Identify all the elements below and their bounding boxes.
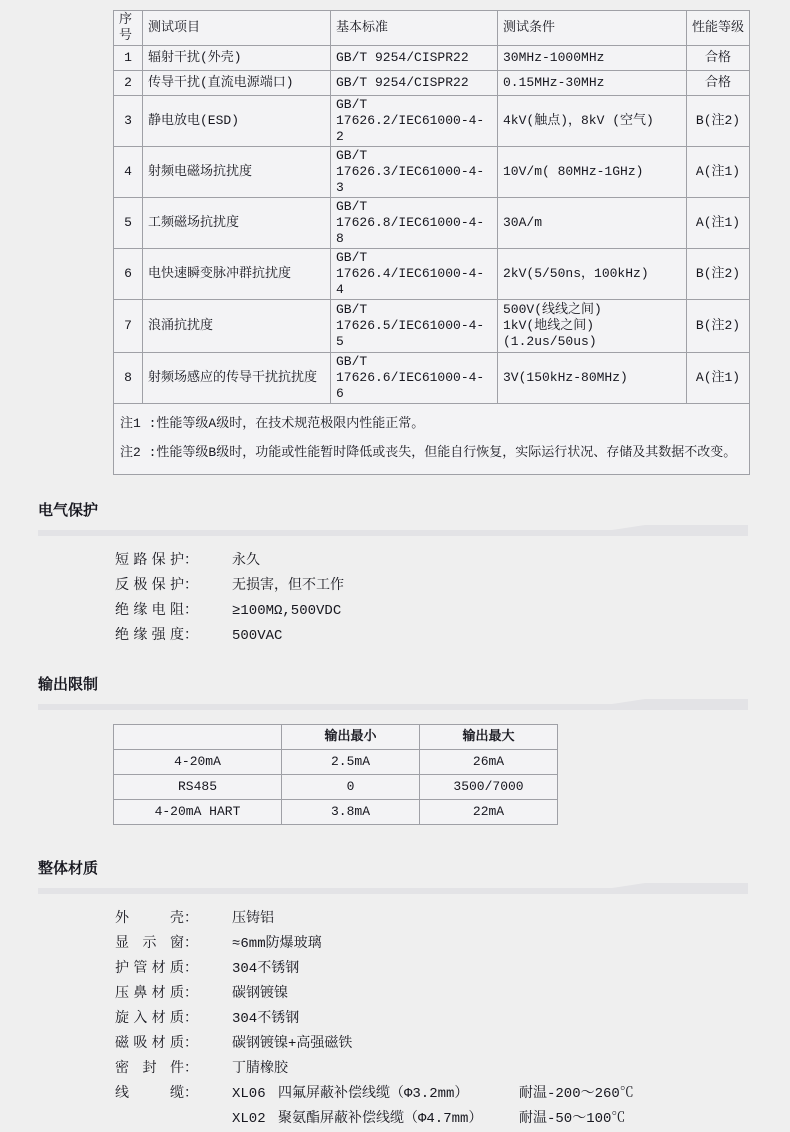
section-electrical-protection — [38, 503, 790, 649]
col-header-grade: 性能等级 — [687, 11, 750, 46]
cell-no: 4 — [114, 147, 143, 198]
kv-label: 短路保护 — [115, 553, 184, 569]
cable-code: XL06 — [232, 1086, 266, 1102]
cell-no: 3 — [114, 96, 143, 147]
col-header-condition: 测试条件 — [498, 11, 687, 46]
list-item — [115, 982, 790, 1007]
kv-label: 显示窗 — [115, 936, 184, 952]
cell-grade: B(注2) — [687, 249, 750, 300]
note-1: 注1 :性能等级A级时，在技术规范极限内性能正常。 — [120, 416, 425, 431]
cable-desc: 聚氨酯屏蔽补偿线缆（Φ4.7mm） — [278, 1111, 483, 1127]
col-header-blank — [114, 725, 282, 750]
cell-condition: 30A/m — [498, 198, 687, 249]
notes-row — [114, 404, 750, 475]
cell-grade: B(注2) — [687, 96, 750, 147]
kv-label: 外壳 — [115, 911, 184, 927]
list-item — [115, 957, 790, 982]
list-item — [115, 624, 790, 649]
col-header-min: 输出最小 — [282, 725, 420, 750]
kv-label: 绝缘强度 — [115, 628, 184, 644]
cell-grade: A(注1) — [687, 353, 750, 404]
table-row — [114, 800, 558, 825]
cell-item: 电快速瞬变脉冲群抗扰度 — [143, 249, 331, 300]
cable-row-2 — [232, 1107, 790, 1132]
cell-grade: B(注2) — [687, 300, 750, 353]
cell-no: 6 — [114, 249, 143, 300]
cell-no: 2 — [114, 71, 143, 96]
cell-standard: GB/T 17626.4/IEC61000-4-4 — [331, 249, 498, 300]
note-2: 注2 :性能等级B级时，功能或性能暂时降低或丧失，但能自行恢复，实际运行状况、存储及其数据不改变。 — [120, 445, 737, 460]
kv-label: 磁吸材质 — [115, 1036, 184, 1052]
kv-colon: ： — [184, 603, 198, 619]
col-header-item: 测试项目 — [143, 11, 331, 46]
cell-output-min: 0 — [282, 775, 420, 800]
table-row — [114, 775, 558, 800]
table-row — [114, 147, 750, 198]
kv-colon: ： — [184, 1036, 198, 1052]
protection-list — [115, 549, 790, 649]
cell-condition: 3V(150kHz-80MHz) — [498, 353, 687, 404]
kv-colon: ： — [184, 578, 198, 594]
kv-value: 无损害，但不工作 — [232, 578, 344, 594]
cell-standard: GB/T 17626.5/IEC61000-4-5 — [331, 300, 498, 353]
condition-line-1: 500V(线线之间) — [503, 302, 602, 317]
cable-temp: 耐温-50～100℃ — [519, 1111, 626, 1127]
cell-output-type: 4-20mA HART — [114, 800, 282, 825]
kv-colon: ： — [184, 1011, 198, 1027]
cell-standard: GB/T 9254/CISPR22 — [331, 46, 498, 71]
cell-no: 7 — [114, 300, 143, 353]
cell-condition: 4kV(触点)，8kV (空气) — [498, 96, 687, 147]
cell-item: 传导干扰(直流电源端口) — [143, 71, 331, 96]
list-item — [115, 574, 790, 599]
cell-grade: A(注1) — [687, 198, 750, 249]
list-item — [115, 1032, 790, 1057]
kv-label: 旋入材质 — [115, 1011, 184, 1027]
cell-standard: GB/T 17626.2/IEC61000-4-2 — [331, 96, 498, 147]
kv-colon: ： — [184, 986, 198, 1002]
kv-colon: ： — [184, 1086, 198, 1102]
table-row — [114, 71, 750, 96]
cell-condition: 30MHz-1000MHz — [498, 46, 687, 71]
emc-header-row — [114, 11, 750, 46]
col-header-no: 序号 — [114, 11, 143, 46]
cable-row-1 — [115, 1082, 790, 1107]
cell-no: 8 — [114, 353, 143, 404]
notes-cell — [114, 404, 750, 475]
table-row — [114, 96, 750, 147]
kv-colon: ： — [184, 1061, 198, 1077]
cell-item: 射频场感应的传导干扰抗扰度 — [143, 353, 331, 404]
section-divider — [38, 524, 748, 536]
cell-standard: GB/T 17626.8/IEC61000-4-8 — [331, 198, 498, 249]
kv-colon: ： — [184, 553, 198, 569]
kv-colon: ： — [184, 961, 198, 977]
table-row — [114, 198, 750, 249]
section-divider — [38, 698, 748, 710]
condition-line-2: 1kV(地线之间)(1.2us/50us) — [503, 318, 597, 349]
cell-output-max: 26mA — [420, 750, 558, 775]
list-item — [115, 1057, 790, 1082]
cell-item: 浪涌抗扰度 — [143, 300, 331, 353]
cell-standard: GB/T 9254/CISPR22 — [331, 71, 498, 96]
kv-value: ≥100MΩ,500VDC — [232, 603, 342, 619]
section-divider — [38, 882, 748, 894]
cell-condition: 0.15MHz-30MHz — [498, 71, 687, 96]
table-row — [114, 353, 750, 404]
cable-code: XL02 — [232, 1111, 266, 1127]
cell-no: 1 — [114, 46, 143, 71]
kv-value: ≈6mm防爆玻璃 — [232, 936, 322, 952]
kv-colon: ： — [184, 911, 198, 927]
kv-colon: ： — [184, 936, 198, 952]
cell-condition — [498, 300, 687, 353]
kv-value: 304不锈钢 — [232, 1011, 300, 1027]
section-title: 整体材质 — [38, 861, 99, 878]
kv-label: 密封件 — [115, 1061, 184, 1077]
cell-standard: GB/T 17626.3/IEC61000-4-3 — [331, 147, 498, 198]
kv-value: 碳钢镀镍 — [232, 986, 288, 1002]
cell-item: 静电放电(ESD) — [143, 96, 331, 147]
cell-output-type: 4-20mA — [114, 750, 282, 775]
materials-list — [115, 907, 790, 1132]
kv-label: 线缆 — [115, 1086, 184, 1102]
cell-no: 5 — [114, 198, 143, 249]
col-header-max: 输出最大 — [420, 725, 558, 750]
cell-item: 射频电磁场抗扰度 — [143, 147, 331, 198]
cell-output-max: 22mA — [420, 800, 558, 825]
cable-desc: 四氟屏蔽补偿线缆（Φ3.2mm） — [278, 1086, 469, 1102]
emc-test-table — [113, 10, 750, 475]
kv-value: 304不锈钢 — [232, 961, 300, 977]
output-header-row — [114, 725, 558, 750]
kv-value: 永久 — [232, 553, 260, 569]
kv-value: 丁腈橡胶 — [232, 1061, 288, 1077]
list-item — [115, 1007, 790, 1032]
list-item — [115, 549, 790, 574]
kv-value: 压铸铝 — [232, 911, 274, 927]
table-row — [114, 46, 750, 71]
output-limit-table — [113, 724, 558, 825]
cell-standard: GB/T 17626.6/IEC61000-4-6 — [331, 353, 498, 404]
section-title: 电气保护 — [38, 503, 99, 520]
section-materials — [38, 861, 790, 1132]
cell-output-min: 3.8mA — [282, 800, 420, 825]
cell-grade: A(注1) — [687, 147, 750, 198]
list-item — [115, 907, 790, 932]
section-title: 输出限制 — [38, 677, 99, 694]
cable-temp: 耐温-200～260℃ — [519, 1086, 634, 1102]
kv-colon: ： — [184, 628, 198, 644]
kv-label: 压鼻材质 — [115, 986, 184, 1002]
kv-value: 500VAC — [232, 628, 283, 644]
cell-output-max: 3500/7000 — [420, 775, 558, 800]
table-row — [114, 249, 750, 300]
table-row — [114, 750, 558, 775]
kv-label: 护管材质 — [115, 961, 184, 977]
cell-item: 工频磁场抗扰度 — [143, 198, 331, 249]
cell-output-type: RS485 — [114, 775, 282, 800]
kv-value: 碳钢镀镍+高强磁铁 — [232, 1036, 353, 1052]
cell-condition: 10V/m( 80MHz-1GHz) — [498, 147, 687, 198]
col-header-standard: 基本标准 — [331, 11, 498, 46]
table-row — [114, 300, 750, 353]
list-item — [115, 599, 790, 624]
kv-label: 反极保护 — [115, 578, 184, 594]
cell-condition: 2kV(5/50ns，100kHz) — [498, 249, 687, 300]
cell-grade: 合格 — [687, 46, 750, 71]
kv-label: 绝缘电阻 — [115, 603, 184, 619]
cell-grade: 合格 — [687, 71, 750, 96]
section-output-limits — [38, 677, 790, 825]
cell-item: 辐射干扰(外壳) — [143, 46, 331, 71]
cell-output-min: 2.5mA — [282, 750, 420, 775]
